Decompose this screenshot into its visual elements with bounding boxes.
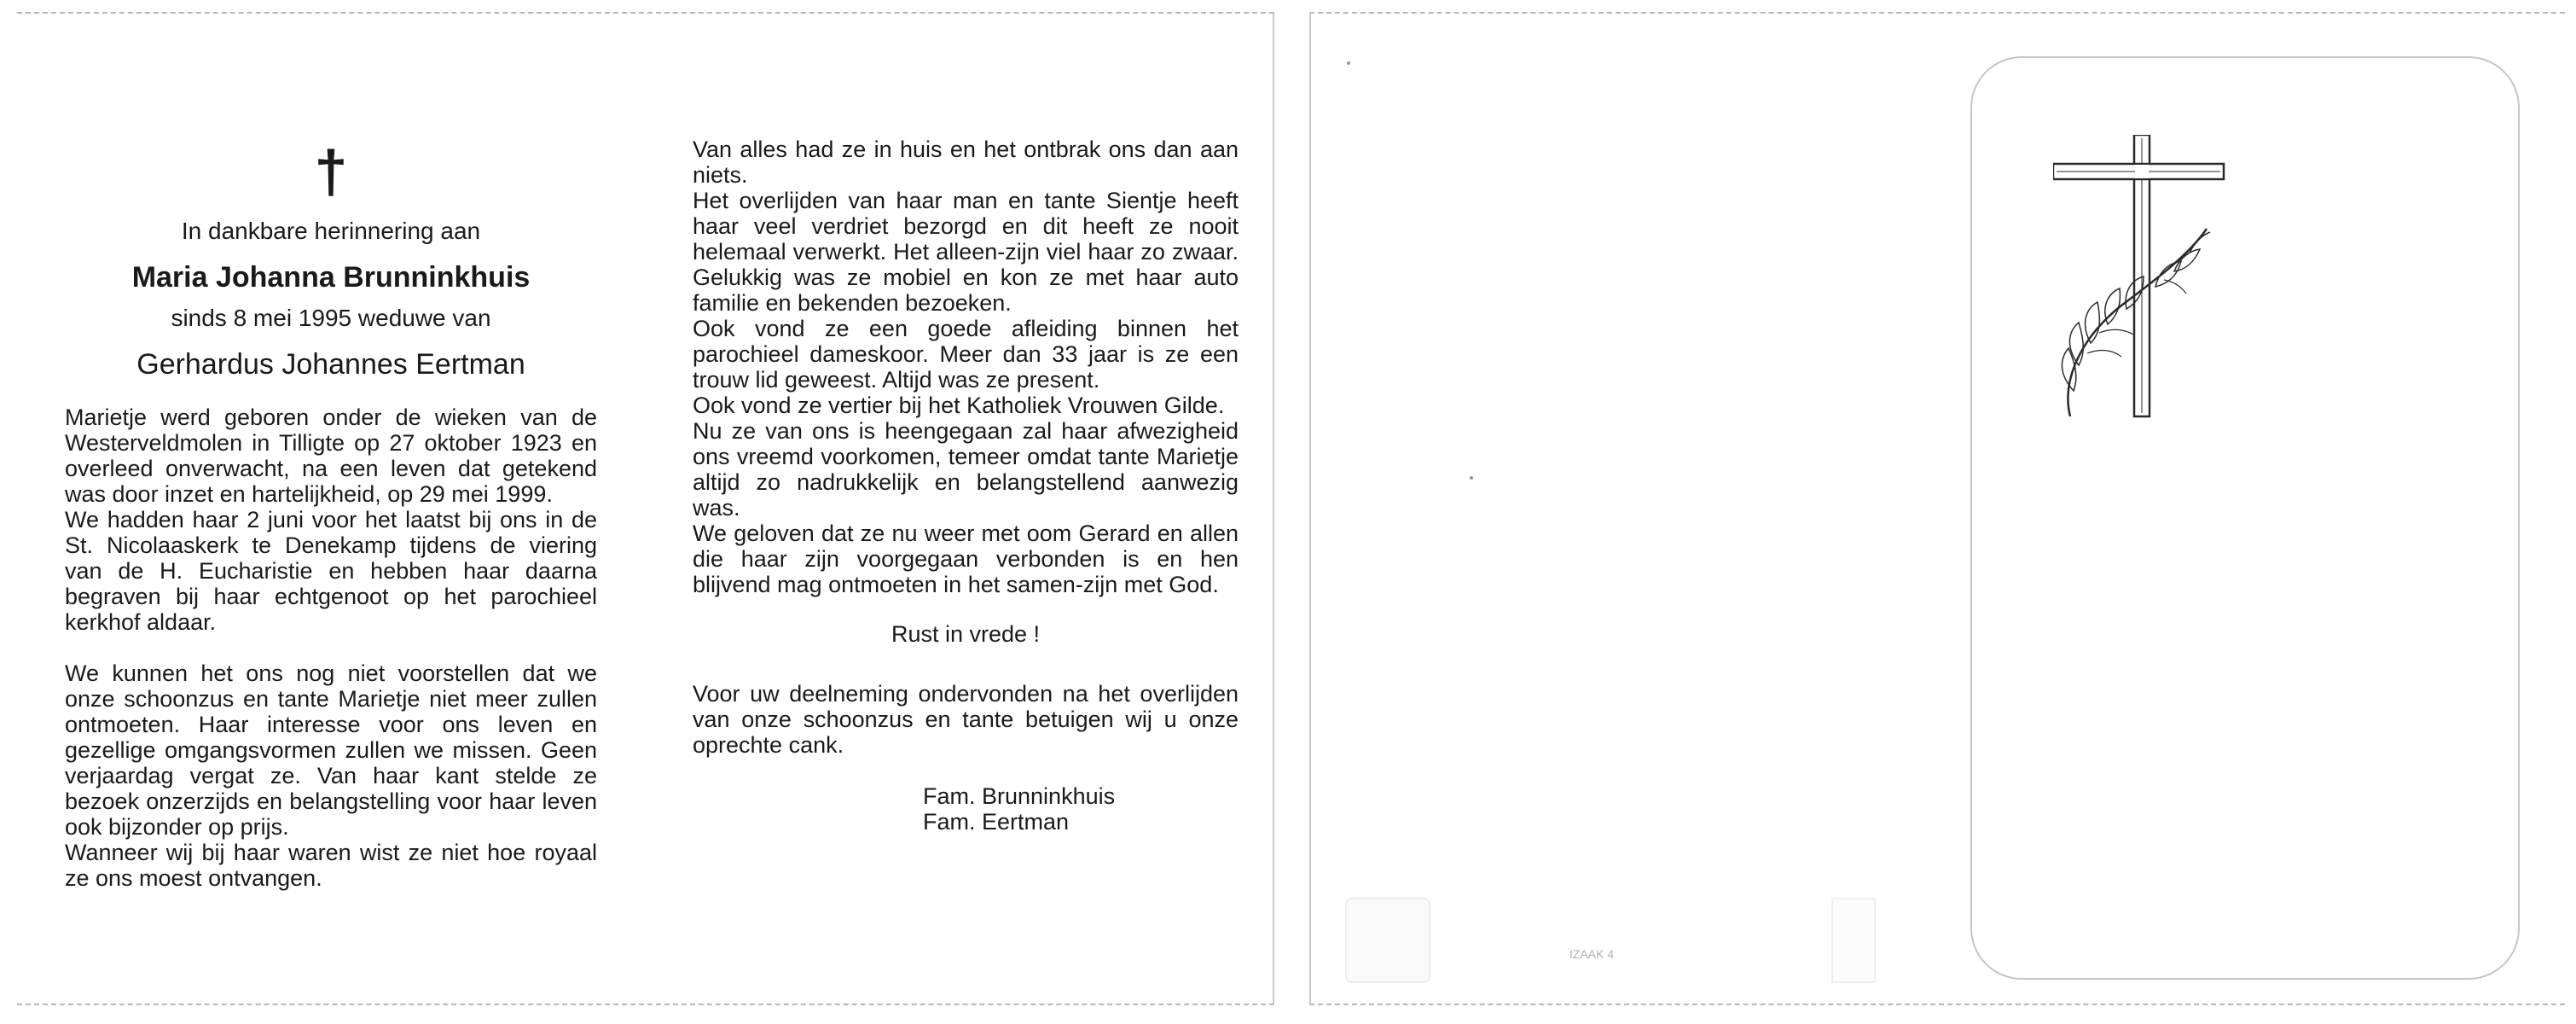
paragraph: Van alles had ze in huis en het ontbrak ons dan aan niets. [693,137,1239,188]
husband-name: Gerhardus Johannes Eertman [136,348,525,381]
paragraph: We kunnen het ons nog niet voorstellen dat we onze schoonzus en tante Marietje niet meer zullen ontmoeten. Haar interesse voor ons leven en gezellige omgangsvormen zullen we missen. Geen verjaardag vergat ze. Van haar kant stelde ze bezoek onzerzijds en belangstelling voor haar leven ook bijzonder op prijs. [65,660,597,840]
right-text-column [693,137,1239,835]
cross-icon: † [314,138,348,205]
paragraph: Wanneer wij bij haar waren wist ze niet hoe royaal ze ons moest ontvangen. [65,840,597,891]
widow-line: sinds 8 mei 1995 weduwe van [171,305,491,331]
printer-logo-icon [1345,898,1430,983]
paragraph: Marietje werd geboren onder de wieken van de Westerveldmolen in Tilligte op 27 oktober 1923 en overleed onverwacht, na een leven dat getekend was door inzet en hartelijkheid, op 29 mei 1999. [65,404,597,507]
thanks-paragraph: Voor uw deelneming ondervonden na het overlijden van onze schoonzus en tante betuigen wij u onze oprechte cank. [693,681,1239,758]
paragraph: Nu ze van ons is heengegaan zal haar afwezigheid ons vreemd voorkomen, temeer omdat tante Marietje altijd zo nadrukkelijk en belangstellend aanwezig was. [693,418,1239,521]
paragraph: We geloven dat ze nu weer met oom Gerard en allen die haar zijn voorgegaan verbonden is en hen blijvend mag ontmoeten in het samen-zijn met God. [693,521,1239,597]
paragraph: Ook vond ze vertier bij het Katholiek Vrouwen Gilde. [693,393,1225,418]
signature-line: Fam. Eertman [923,809,1070,835]
printer-mark-icon [1831,898,1876,983]
paragraph: We hadden haar 2 juni voor het laatst bij ons in de St. Nicolaaskerk te Denekamp tijdens de viering van de H. Eucharistie en hebben haar daarna begraven bij haar echtgenoot op het parochieel kerkhof aldaar. [65,507,597,635]
intro-line: In dankbare herinnering aan [181,218,481,244]
deceased-name: Maria Johanna Brunninkhuis [131,261,531,294]
left-text-column [65,138,597,891]
inner-spread [17,12,1274,1005]
paragraph: Ook vond ze een goede afleiding binnen het parochieel dameskoor. Meer dan 33 jaar is ze een trouw lid geweest. Altijd was ze present. [693,316,1239,393]
paragraph: Het overlijden van haar man en tante Sientje heeft haar veel verdriet bezorgd en dit heeft ze nooit helemaal verwerkt. Het alleen-zijn viel haar zo zwaar. Gelukkig was ze mobiel en kon ze met haar auto familie en bekenden bezoeken. [693,188,1239,316]
cross-with-palm-branch-icon [2053,135,2241,442]
speck [1347,61,1350,65]
print-code: IZAAK 4 [1569,947,1615,961]
speck [1470,476,1473,480]
front-card [1970,56,2520,980]
signature-line: Fam. Brunninkhuis [923,783,1116,809]
cover-spread [1309,12,2565,1005]
rest-in-peace-line: Rust in vrede ! [891,621,1041,647]
